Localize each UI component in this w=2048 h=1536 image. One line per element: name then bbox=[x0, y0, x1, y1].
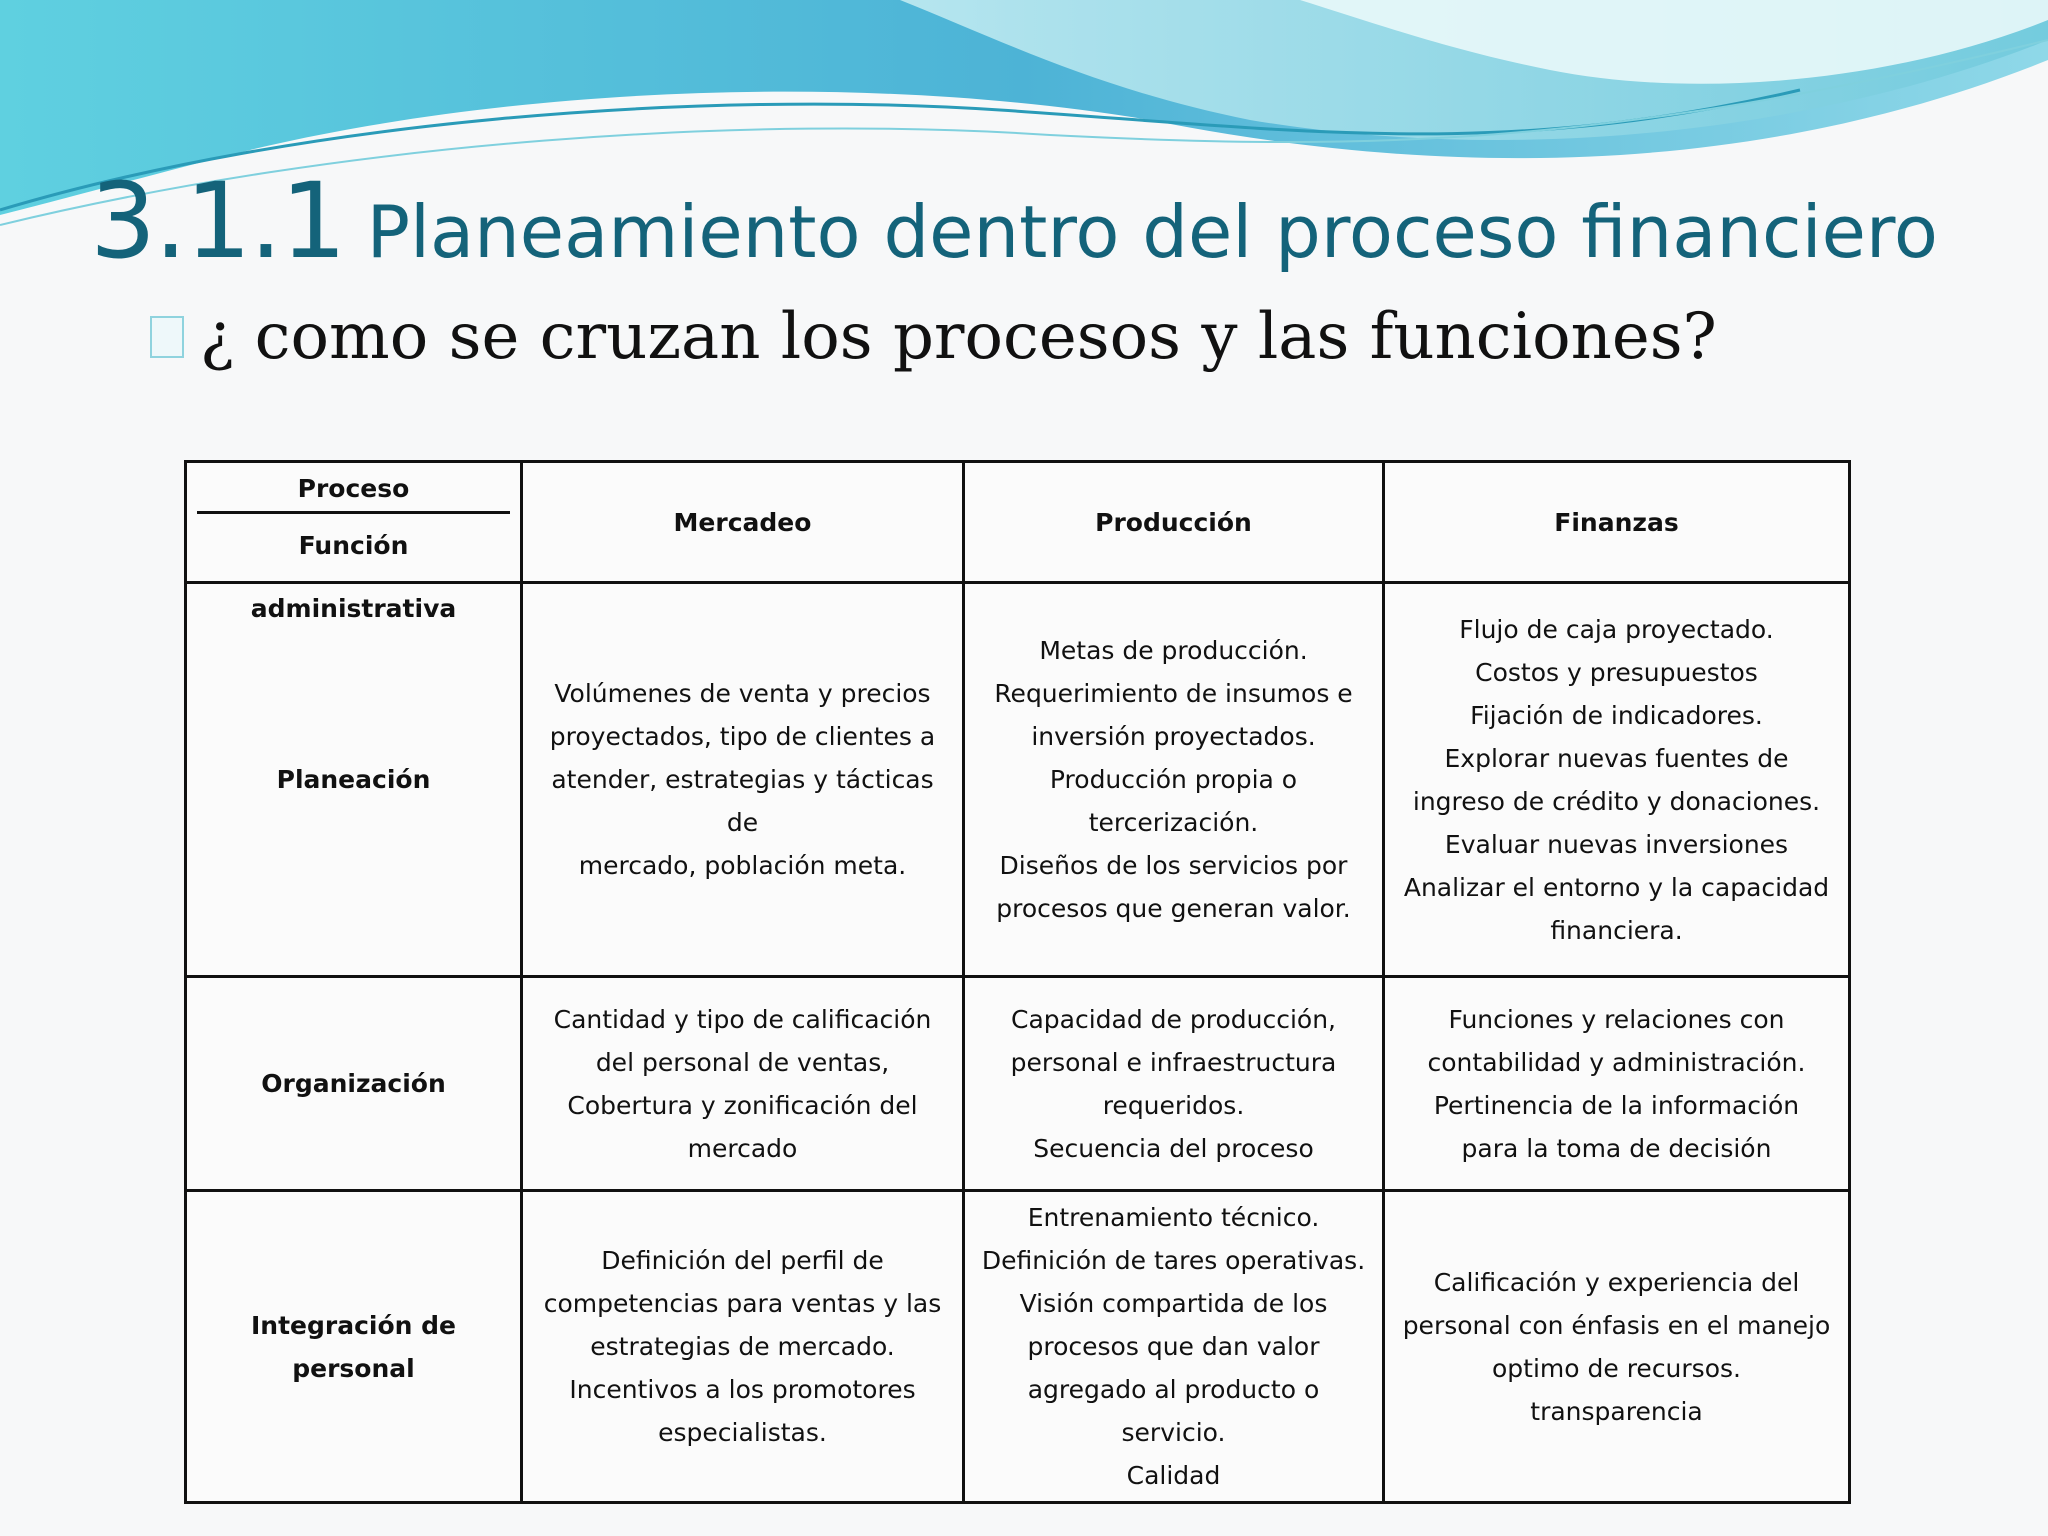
table-cell bbox=[522, 1191, 964, 1503]
title-text: Planeamiento dentro del proceso financiero bbox=[366, 190, 1938, 274]
cell-line: estrategias de mercado. bbox=[590, 1332, 895, 1361]
cell-line: especialistas. bbox=[658, 1418, 827, 1447]
column-header-produccion: Producción bbox=[964, 462, 1384, 583]
cell-line: Diseños de los servicios por bbox=[999, 851, 1348, 880]
cell-line: Incentivos a los promotores bbox=[569, 1375, 916, 1404]
cell-line: para la toma de decisión bbox=[1461, 1133, 1772, 1163]
cell-line: ingreso de crédito y donaciones. bbox=[1412, 786, 1821, 816]
cell-line: Flujo de caja proyectado. bbox=[1459, 614, 1774, 644]
cell-line: Calidad bbox=[1126, 1461, 1221, 1490]
table-row bbox=[186, 583, 1850, 977]
cell-line: Definición del perfil de bbox=[601, 1246, 884, 1275]
cell-line: proyectados, tipo de clientes a bbox=[549, 722, 936, 751]
cell-line: servicio. bbox=[1121, 1418, 1226, 1447]
table-cell bbox=[964, 583, 1384, 977]
table-cell bbox=[522, 977, 964, 1191]
cell-line: Fijación de indicadores. bbox=[1470, 700, 1763, 730]
cell-line: procesos que dan valor bbox=[1027, 1332, 1320, 1361]
cell-line: personal e infraestructura bbox=[1010, 1047, 1337, 1077]
table-cell bbox=[1384, 1191, 1850, 1503]
cell-line: Evaluar nuevas inversiones bbox=[1444, 829, 1789, 859]
table-cell bbox=[1384, 583, 1850, 977]
table-row bbox=[186, 977, 1850, 1191]
cell-line: Entrenamiento técnico. bbox=[1027, 1203, 1320, 1232]
cell-line: Explorar nuevas fuentes de bbox=[1444, 743, 1789, 773]
column-header-finanzas: Finanzas bbox=[1384, 462, 1850, 583]
cell-line: Visión compartida de los bbox=[1019, 1289, 1328, 1318]
cell-line: Definición de tares operativas. bbox=[981, 1246, 1366, 1275]
cell-line: requeridos. bbox=[1102, 1090, 1245, 1120]
cell-line: Cobertura y zonificación del bbox=[567, 1090, 918, 1120]
cell-line: procesos que generan valor. bbox=[996, 894, 1351, 923]
table-cell bbox=[964, 977, 1384, 1191]
cell-line: Calificación y experiencia del bbox=[1433, 1267, 1800, 1297]
cell-line: personal con énfasis en el manejo bbox=[1402, 1310, 1831, 1340]
cell-line: Requerimiento de insumos e bbox=[994, 679, 1353, 708]
row-label: Planeación bbox=[186, 583, 522, 977]
cell-line: contabilidad y administración. bbox=[1427, 1047, 1806, 1077]
cell-line: atender, estrategias y tácticas de bbox=[551, 765, 934, 837]
cell-line: Analizar el entorno y la capacidad bbox=[1403, 872, 1830, 902]
bullet-item bbox=[150, 300, 1717, 374]
cell-line: Pertinencia de la información bbox=[1433, 1090, 1800, 1120]
cell-line: del personal de ventas, bbox=[595, 1047, 890, 1077]
row-label: Organización bbox=[186, 977, 522, 1191]
table-cell bbox=[1384, 977, 1850, 1191]
table-header-row bbox=[186, 462, 1850, 583]
bullet-text: ¿ como se cruzan los procesos y las funciones? bbox=[200, 300, 1717, 374]
cell-line: tercerización. bbox=[1088, 808, 1259, 837]
cell-line: Funciones y relaciones con bbox=[1448, 1004, 1785, 1034]
cell-line: Secuencia del proceso bbox=[1033, 1133, 1314, 1163]
cell-line: mercado bbox=[687, 1133, 798, 1163]
slide-title bbox=[90, 160, 1938, 282]
corner-process-label: Proceso bbox=[197, 467, 510, 514]
process-function-table bbox=[184, 460, 1851, 1504]
column-header-mercadeo: Mercadeo bbox=[522, 462, 964, 583]
table-cell bbox=[964, 1191, 1384, 1503]
bullet-square-icon bbox=[150, 316, 184, 358]
cell-line: financiera. bbox=[1550, 915, 1683, 945]
cell-line: Producción propia o bbox=[1049, 765, 1298, 794]
cell-line: Capacidad de producción, bbox=[1011, 1004, 1336, 1034]
table-cell bbox=[522, 583, 964, 977]
cell-line: mercado, población meta. bbox=[578, 851, 907, 880]
cell-line: competencias para ventas y las bbox=[543, 1289, 942, 1318]
cell-line: Metas de producción. bbox=[1039, 636, 1308, 665]
cell-line: transparencia bbox=[1530, 1396, 1703, 1426]
cell-line: optimo de recursos. bbox=[1492, 1353, 1741, 1383]
title-number: 3.1.1 bbox=[90, 160, 345, 282]
cell-line: agregado al producto o bbox=[1027, 1375, 1320, 1404]
cell-line: inversión proyectados. bbox=[1031, 722, 1316, 751]
table-row bbox=[186, 1191, 1850, 1503]
row-label: Integración de personal bbox=[186, 1191, 522, 1503]
cell-line: Costos y presupuestos bbox=[1475, 657, 1758, 687]
corner-function-label: Función administrativa bbox=[250, 531, 457, 623]
cell-line: Cantidad y tipo de calificación bbox=[553, 1004, 932, 1034]
cell-line: Volúmenes de venta y precios bbox=[554, 679, 931, 708]
corner-header-cell bbox=[186, 462, 522, 623]
